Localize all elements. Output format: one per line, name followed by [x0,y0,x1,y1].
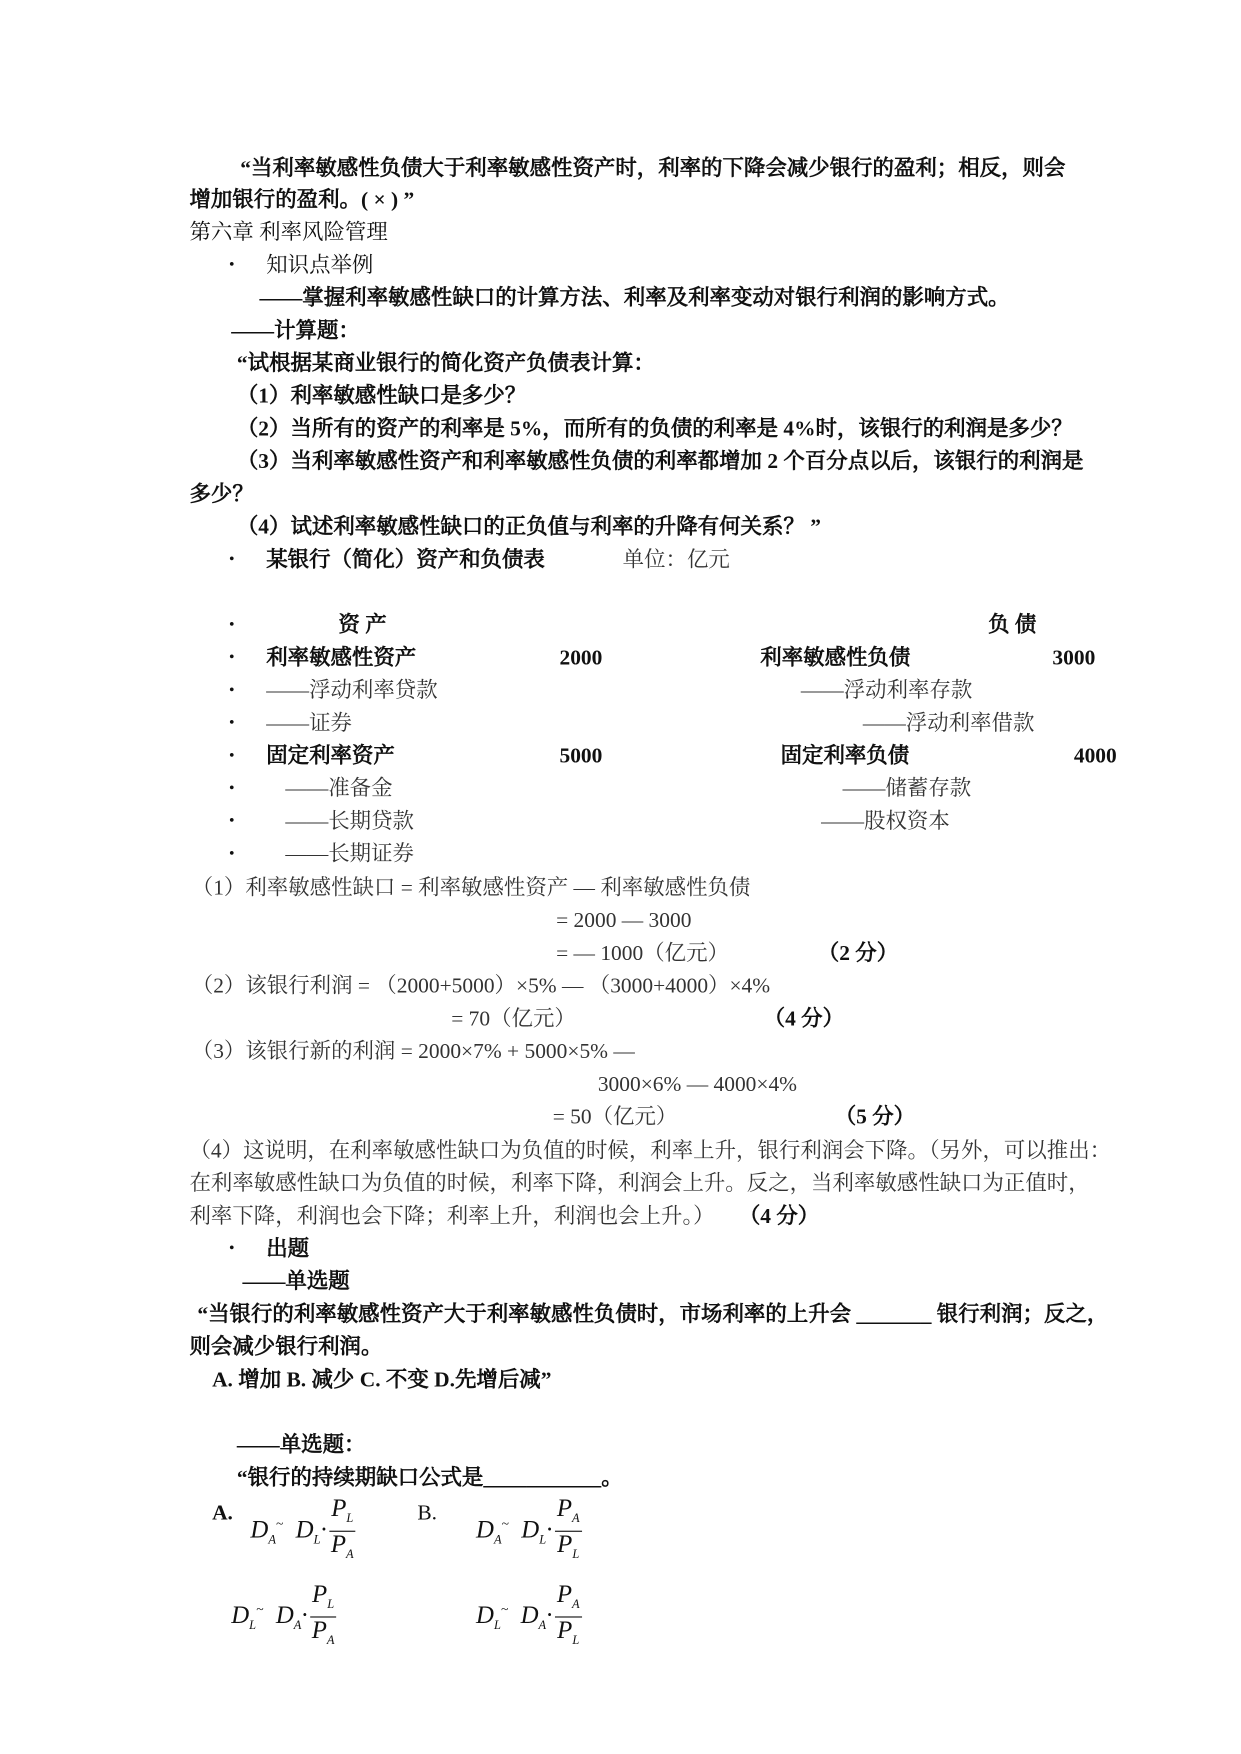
answer-1b: = 2000 — 3000 [556,909,692,933]
bullet-icon: • [228,846,235,863]
table-title: 某银行（简化）资产和负债表 [266,548,545,572]
rsa-value: 2000 [559,646,603,671]
bullet-icon: • [228,813,235,831]
asset-item: ——准备金 [285,777,393,801]
option-a-label: A. [212,1501,233,1526]
mc2-heading: ——单选题： [236,1433,366,1458]
liability-item: ——浮动利率借款 [862,711,1035,736]
answer-2: （2）该银行利润 = （2000+5000）×5% — （3000+4000）×4% [191,974,771,999]
answer-4c: 利率下降，利润也会下降；利率上升，利润也会上升。） [189,1204,715,1229]
answer-1c: = — 1000（亿元） [556,941,729,966]
fra-value: 5000 [559,744,603,769]
assets-header: 资 产 [338,613,387,638]
bullet-icon: • [228,649,235,667]
liability-item: ——储蓄存款 [842,777,972,801]
bullet-icon: • [228,682,235,700]
calc-heading: ——计算题： [231,319,360,343]
rsl-label: 利率敏感性负债 [760,646,911,671]
asset-item: ——浮动利率贷款 [266,679,438,703]
tf-question-line2: 增加银行的盈利。( × ) ” [189,188,415,213]
frl-label: 固定利率负债 [780,744,910,769]
mc2-question: “银行的持续期缺口公式是___________。 [236,1466,623,1491]
formula-option-b: $D_A^\sim$ $D_L\cdot$ $\frac{P_A}{P_L}$ [476,1496,582,1568]
calc-q3b: 多少？ [189,482,254,507]
liability-item: ——浮动利率存款 [800,679,973,703]
bullet-icon: • [228,1240,235,1258]
mc1-question-line1: “当银行的利率敏感性资产大于利率敏感性负债时，市场利率的上升会 _______ 银行利润；反之， [197,1302,1109,1327]
formula-option-a: $D_A^\sim$ $D_L\cdot$ $\frac{P_L}{P_A}$ [250,1493,354,1563]
bullet-icon: • [228,257,235,275]
calc-q3a: （3）当利率敏感性资产和利率敏感性负债的利率都增加 2 个百分点以后，该银行的利润是 [236,450,1084,474]
calc-intro: “试根据某商业银行的简化资产负债表计算： [236,351,655,376]
answer-2b: = 70（亿元） [451,1007,576,1031]
formula-option-d: $D_L^\sim$ $D_A\cdot$ $\frac{P_A}{P_L}$ [476,1581,582,1653]
bullet-icon: • [228,715,235,733]
bullet-icon: • [228,617,235,634]
bullet-icon: • [228,551,235,569]
calc-q4: （4）试述利率敏感性缺口的正负值与利率的升降有何关系？ ” [236,515,821,540]
rsa-label: 利率敏感性资产 [266,646,417,671]
asset-item: ——长期证券 [285,842,414,867]
rsl-value: 3000 [1052,646,1096,671]
bullet-icon: • [228,780,235,798]
asset-item: ——证券 [266,711,352,736]
tf-question-line1: “当利率敏感性负债大于利率敏感性资产时，利率的下降会减少银行的盈利；相反，则会 [240,156,1066,181]
score: （5 分） [834,1105,916,1130]
liability-item: ——股权资本 [821,809,950,834]
score: （4 分） [738,1204,820,1229]
frl-value: 4000 [1073,744,1117,769]
knowledge-desc: ——掌握利率敏感性缺口的计算方法、利率及利率变动对银行利润的影响方式。 [259,286,1010,311]
calc-q1: （1）利率敏感性缺口是多少？ [236,384,527,409]
option-b-label: B. [417,1501,438,1526]
answer-3: （3）该银行新的利润 = 2000×7% + 5000×5% — [191,1040,635,1064]
knowledge-heading: 知识点举例 [266,253,374,278]
score: （2 分） [817,941,899,966]
liabilities-header: 负 债 [988,613,1037,638]
table-unit: 单位：亿元 [622,548,730,572]
mc1-options: A. 增加 B. 减少 C. 不变 D.先增后减” [212,1368,552,1392]
fra-label: 固定利率资产 [266,744,395,769]
answer-4b: 在利率敏感性缺口为负值的时候，利率下降，利润会上升。反之，当利率敏感性缺口为正值时， [189,1171,1090,1196]
answer-4a: （4）这说明，在利率敏感性缺口为负值的时候，利率上升，银行利润会下降。（另外，可以推出： [189,1139,1112,1163]
calc-q2: （2）当所有的资产的利率是 5%，而所有的负债的利率是 4%时，该银行的利润是多少？ [236,417,1073,442]
answer-1: （1）利率敏感性缺口 = 利率敏感性资产 — 利率敏感性负债 [191,876,751,901]
score: （4 分） [763,1007,845,1031]
asset-item: ——长期贷款 [285,809,414,834]
formula-option-c: $D_L^\sim$ $D_A\cdot$ $\frac{P_L}{P_A}$ [231,1579,335,1648]
answer-3b: 3000×6% — 4000×4% [597,1072,798,1097]
mc1-question-line2: 则会减少银行利润。 [189,1335,383,1360]
chapter-title: 第六章 利率风险管理 [189,221,388,245]
answer-3c: = 50（亿元） [552,1105,678,1130]
bullet-icon: • [228,747,235,765]
exam-heading: 出题 [266,1237,310,1262]
mc1-heading: ——单选题 [242,1270,350,1294]
